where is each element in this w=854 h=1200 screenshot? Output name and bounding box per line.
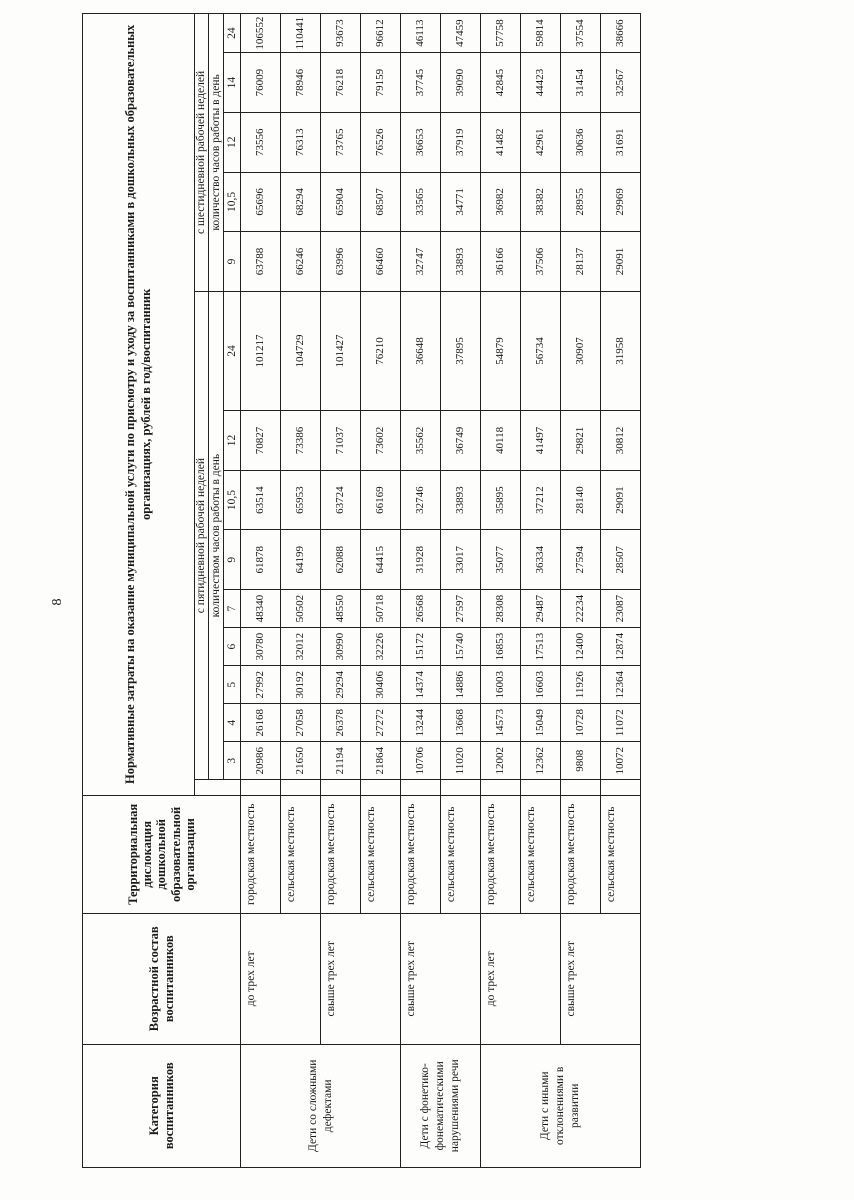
- value-cell: 33565: [401, 172, 441, 232]
- value-cell: 50718: [361, 590, 401, 628]
- value-cell: 37919: [441, 112, 481, 172]
- value-cell: 32747: [401, 232, 441, 292]
- value-cell: 73602: [361, 411, 401, 471]
- value-cell: 33893: [441, 470, 481, 530]
- value-cell: 21650: [281, 742, 321, 780]
- value-cell: 28137: [561, 232, 601, 292]
- value-cell: 30780: [241, 628, 281, 666]
- value-cell: 35895: [481, 470, 521, 530]
- value-cell: 36749: [441, 411, 481, 471]
- value-cell: 21194: [321, 742, 361, 780]
- value-cell: 10728: [561, 704, 601, 742]
- value-cell: 22234: [561, 590, 601, 628]
- value-cell: 30636: [561, 112, 601, 172]
- value-cell: 36166: [481, 232, 521, 292]
- location-cell: городская местность: [481, 795, 521, 913]
- value-cell: 36648: [401, 291, 441, 410]
- value-cell: 62088: [321, 530, 361, 590]
- hours-5-9: 9: [224, 530, 241, 590]
- value-cell: 96612: [361, 14, 401, 53]
- value-cell: 12002: [481, 742, 521, 780]
- header-category: Категория воспитанников: [83, 1044, 241, 1167]
- value-cell: 17513: [521, 628, 561, 666]
- header-title: Нормативные затраты на оказание муниципальной услуги по присмотру и уходу за воспитанниками в дошкольных образовательных организациях, рублей в год/воспитанник: [83, 14, 195, 796]
- value-cell: 28507: [601, 530, 641, 590]
- value-cell: 65953: [281, 470, 321, 530]
- value-cell: 70827: [241, 411, 281, 471]
- value-cell: 14886: [441, 666, 481, 704]
- value-cell: 32746: [401, 470, 441, 530]
- value-cell: 110441: [281, 14, 321, 53]
- value-cell: 33017: [441, 530, 481, 590]
- value-cell: 76526: [361, 112, 401, 172]
- value-cell: 61878: [241, 530, 281, 590]
- spacer-cell: [401, 780, 441, 795]
- hours-5-7: 7: [224, 590, 241, 628]
- value-cell: 76009: [241, 53, 281, 113]
- value-cell: 10072: [601, 742, 641, 780]
- value-cell: 30192: [281, 666, 321, 704]
- value-cell: 35562: [401, 411, 441, 471]
- spacer-cell: [361, 780, 401, 795]
- value-cell: 33893: [441, 232, 481, 292]
- age-cell: до трех лет: [241, 913, 321, 1044]
- value-cell: 29487: [521, 590, 561, 628]
- hours-6-10-5: 10,5: [224, 172, 241, 232]
- value-cell: 36334: [521, 530, 561, 590]
- location-cell: городская местность: [401, 795, 441, 913]
- spacer-cell: [521, 780, 561, 795]
- value-cell: 93673: [321, 14, 361, 53]
- value-cell: 12400: [561, 628, 601, 666]
- value-cell: 76313: [281, 112, 321, 172]
- value-cell: 66246: [281, 232, 321, 292]
- value-cell: 54879: [481, 291, 521, 410]
- hours-6-12: 12: [224, 112, 241, 172]
- value-cell: 63788: [241, 232, 281, 292]
- location-cell: сельская местность: [361, 795, 401, 913]
- value-cell: 47459: [441, 14, 481, 53]
- value-cell: 29091: [601, 232, 641, 292]
- value-cell: 13244: [401, 704, 441, 742]
- value-cell: 37506: [521, 232, 561, 292]
- value-cell: 32012: [281, 628, 321, 666]
- value-cell: 23087: [601, 590, 641, 628]
- value-cell: 39090: [441, 53, 481, 113]
- value-cell: 63514: [241, 470, 281, 530]
- header-hours-five: количеством часов работы в день: [209, 291, 224, 779]
- value-cell: 12362: [521, 742, 561, 780]
- value-cell: 16603: [521, 666, 561, 704]
- spacer-cell: [481, 780, 521, 795]
- spacer-cell: [441, 780, 481, 795]
- location-cell: сельская местность: [281, 795, 321, 913]
- value-cell: 36982: [481, 172, 521, 232]
- table-row: [481, 14, 521, 1168]
- value-cell: 66169: [361, 470, 401, 530]
- value-cell: 65696: [241, 172, 281, 232]
- value-cell: 26168: [241, 704, 281, 742]
- hours-5-10-5: 10,5: [224, 470, 241, 530]
- value-cell: 64415: [361, 530, 401, 590]
- value-cell: 106552: [241, 14, 281, 53]
- table-row: [561, 14, 601, 1168]
- value-cell: 38382: [521, 172, 561, 232]
- hours-5-6: 6: [224, 628, 241, 666]
- value-cell: 78946: [281, 53, 321, 113]
- value-cell: 36653: [401, 112, 441, 172]
- value-cell: 30406: [361, 666, 401, 704]
- value-cell: 104729: [281, 291, 321, 410]
- value-cell: 9808: [561, 742, 601, 780]
- value-cell: 26378: [321, 704, 361, 742]
- value-cell: 73386: [281, 411, 321, 471]
- hours-6-24: 24: [224, 14, 241, 53]
- age-cell: свыше трех лет: [401, 913, 481, 1044]
- value-cell: 63996: [321, 232, 361, 292]
- value-cell: 63724: [321, 470, 361, 530]
- value-cell: 37212: [521, 470, 561, 530]
- cost-table: [82, 13, 641, 1168]
- value-cell: 73556: [241, 112, 281, 172]
- value-cell: 29091: [601, 470, 641, 530]
- hours-6-14: 14: [224, 53, 241, 113]
- spacer-cell: [601, 780, 641, 795]
- value-cell: 29294: [321, 666, 361, 704]
- value-cell: 30812: [601, 411, 641, 471]
- value-cell: 28308: [481, 590, 521, 628]
- page-number: 8: [50, 598, 65, 606]
- value-cell: 31454: [561, 53, 601, 113]
- category-cell: Дети со сложными дефектами: [241, 1044, 401, 1167]
- hours-5-4: 4: [224, 704, 241, 742]
- value-cell: 73765: [321, 112, 361, 172]
- header-age: Возрастной состав воспитанников: [83, 913, 241, 1044]
- value-cell: 76218: [321, 53, 361, 113]
- value-cell: 30907: [561, 291, 601, 410]
- value-cell: 41497: [521, 411, 561, 471]
- spacer-cell: [281, 780, 321, 795]
- value-cell: 28955: [561, 172, 601, 232]
- value-cell: 32567: [601, 53, 641, 113]
- hours-5-12: 12: [224, 411, 241, 471]
- location-cell: городская местность: [561, 795, 601, 913]
- value-cell: 31958: [601, 291, 641, 410]
- spacer-cell: [561, 780, 601, 795]
- header-spacer: [195, 780, 241, 795]
- value-cell: 37554: [561, 14, 601, 53]
- rotated-page-content: [82, 13, 630, 1168]
- value-cell: 28140: [561, 470, 601, 530]
- value-cell: 41482: [481, 112, 521, 172]
- location-cell: сельская местность: [441, 795, 481, 913]
- value-cell: 27058: [281, 704, 321, 742]
- value-cell: 20986: [241, 742, 281, 780]
- value-cell: 27594: [561, 530, 601, 590]
- location-cell: сельская местность: [601, 795, 641, 913]
- value-cell: 35077: [481, 530, 521, 590]
- value-cell: 68507: [361, 172, 401, 232]
- value-cell: 11072: [601, 704, 641, 742]
- value-cell: 66460: [361, 232, 401, 292]
- location-cell: сельская местность: [521, 795, 561, 913]
- value-cell: 27992: [241, 666, 281, 704]
- value-cell: 42961: [521, 112, 561, 172]
- location-cell: городская местность: [321, 795, 361, 913]
- hours-5-3: 3: [224, 742, 241, 780]
- age-cell: до трех лет: [481, 913, 561, 1044]
- value-cell: 15740: [441, 628, 481, 666]
- category-cell: Дети с иными отклонениями в развитии: [481, 1044, 641, 1167]
- value-cell: 30990: [321, 628, 361, 666]
- value-cell: 37895: [441, 291, 481, 410]
- value-cell: 29821: [561, 411, 601, 471]
- table-row: [401, 14, 441, 1168]
- category-cell: Дети с фонетико-фонематическими нарушениями речи: [401, 1044, 481, 1167]
- age-cell: свыше трех лет: [321, 913, 401, 1044]
- value-cell: 46113: [401, 14, 441, 53]
- value-cell: 42845: [481, 53, 521, 113]
- value-cell: 65904: [321, 172, 361, 232]
- value-cell: 21864: [361, 742, 401, 780]
- spacer-cell: [241, 780, 281, 795]
- location-cell: городская местность: [241, 795, 281, 913]
- value-cell: 40118: [481, 411, 521, 471]
- value-cell: 16853: [481, 628, 521, 666]
- hours-6-9: 9: [224, 232, 241, 292]
- value-cell: 79159: [361, 53, 401, 113]
- age-cell: свыше трех лет: [561, 913, 641, 1044]
- value-cell: 48550: [321, 590, 361, 628]
- value-cell: 59814: [521, 14, 561, 53]
- value-cell: 34771: [441, 172, 481, 232]
- value-cell: 44423: [521, 53, 561, 113]
- header-five-day: с пятидневной рабочей неделей: [195, 291, 209, 779]
- value-cell: 13668: [441, 704, 481, 742]
- value-cell: 27272: [361, 704, 401, 742]
- value-cell: 57758: [481, 14, 521, 53]
- spacer-cell: [321, 780, 361, 795]
- value-cell: 29969: [601, 172, 641, 232]
- value-cell: 101427: [321, 291, 361, 410]
- value-cell: 101217: [241, 291, 281, 410]
- value-cell: 11020: [441, 742, 481, 780]
- value-cell: 12364: [601, 666, 641, 704]
- value-cell: 14374: [401, 666, 441, 704]
- value-cell: 37745: [401, 53, 441, 113]
- value-cell: 76210: [361, 291, 401, 410]
- value-cell: 31691: [601, 112, 641, 172]
- value-cell: 71037: [321, 411, 361, 471]
- header-location: Территориальная дислокация дошкольной образовательной организации: [83, 795, 241, 913]
- value-cell: 32226: [361, 628, 401, 666]
- value-cell: 15172: [401, 628, 441, 666]
- value-cell: 68294: [281, 172, 321, 232]
- value-cell: 38666: [601, 14, 641, 53]
- value-cell: 12874: [601, 628, 641, 666]
- value-cell: 27597: [441, 590, 481, 628]
- value-cell: 10706: [401, 742, 441, 780]
- value-cell: 26568: [401, 590, 441, 628]
- table-row: [241, 14, 281, 1168]
- value-cell: 48340: [241, 590, 281, 628]
- header-six-day: с шестидневной рабочей неделей: [195, 14, 209, 292]
- value-cell: 31928: [401, 530, 441, 590]
- value-cell: 11926: [561, 666, 601, 704]
- value-cell: 50502: [281, 590, 321, 628]
- hours-5-24: 24: [224, 291, 241, 410]
- hours-5-5: 5: [224, 666, 241, 704]
- value-cell: 14573: [481, 704, 521, 742]
- value-cell: 64199: [281, 530, 321, 590]
- value-cell: 56734: [521, 291, 561, 410]
- table-row: [321, 14, 361, 1168]
- header-hours-six: количество часов работы в день: [209, 14, 224, 292]
- value-cell: 16003: [481, 666, 521, 704]
- value-cell: 15049: [521, 704, 561, 742]
